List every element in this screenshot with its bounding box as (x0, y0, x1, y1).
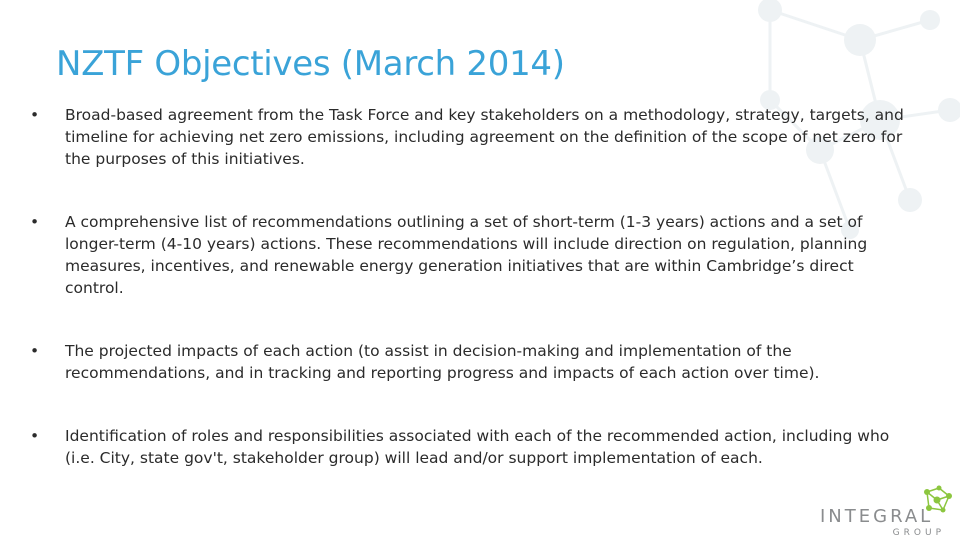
slide-title: NZTF Objectives (March 2014) (56, 44, 565, 84)
objective-item: • Identification of roles and responsibilities associated with each of the recommended action, including who (i.e. City, state gov't, stakeholder group) will lead and/or support implementation of each. (30, 425, 910, 469)
integral-group-logo (820, 482, 955, 538)
objective-item: • The projected impacts of each action (to assist in decision-making and implementation of the recommendations, and in tracking and reporting progress and impacts of each action over time). (30, 340, 910, 384)
objective-item: • Broad-based agreement from the Task Force and key stakeholders on a methodology, strategy, targets, and timeline for achieving net zero emissions, including agreement on the definition of the scope of net zero for the purposes of this initiatives. (30, 104, 910, 170)
logo-subtext: GROUP (892, 528, 945, 538)
objective-item: • A comprehensive list of recommendations outlining a set of short-term (1-3 years) actions and a set of longer-term (4-10 years) actions. These recommendations will include direction on regulation, planning measures, incentives, and renewable energy generation initiatives that are within Cambridge’s direct control. (30, 211, 910, 299)
objectives-list (30, 104, 910, 469)
logo-wordmark: INTEGRAL (820, 506, 934, 527)
